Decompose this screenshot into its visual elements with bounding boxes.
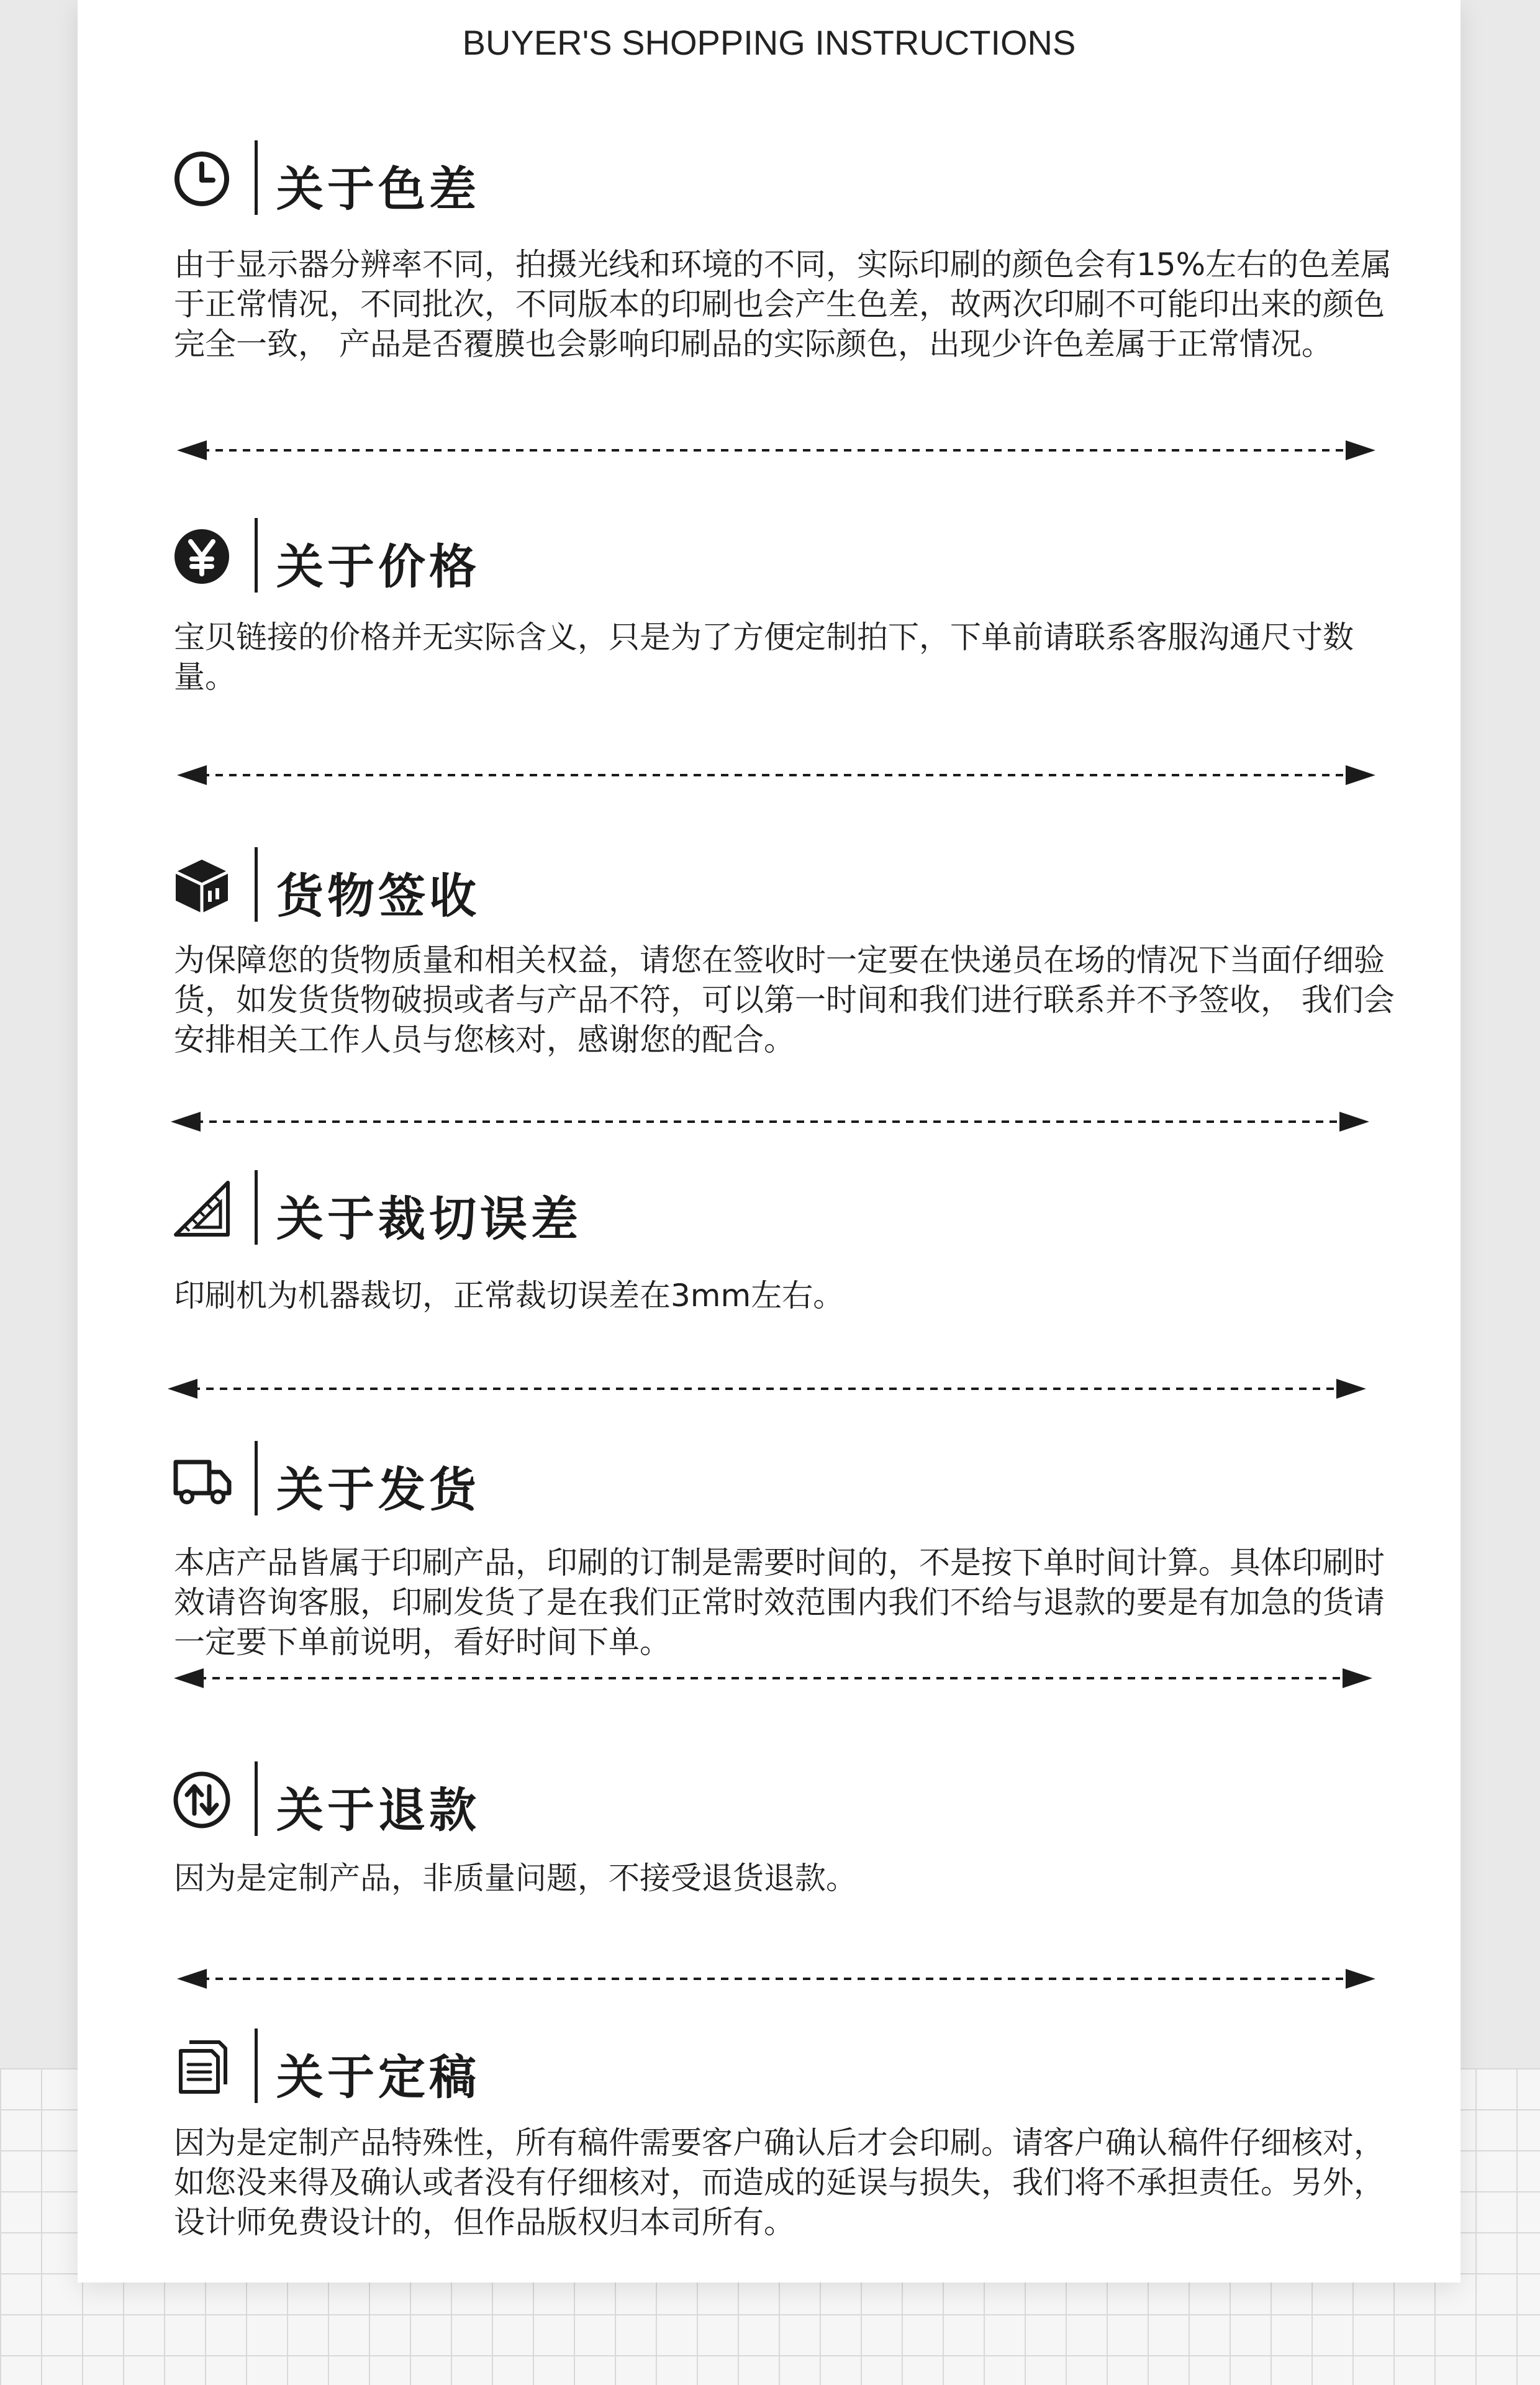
section-header [78,1441,1461,1515]
dashed-arrow-divider [177,763,1375,788]
package-icon [171,855,233,917]
section-header [78,2028,1461,2103]
section-body: 为保障您的货物质量和相关权益，请您在签收时一定要在快递员在场的情况下当面仔细验货，如发货货物破损或者与产品不符，可以第一时间和我们进行联系并不予签收， 我们会安排相关工作人员与您核对，感谢您的配合。 [174,942,1395,1058]
document-stack-icon [171,2036,233,2098]
ruler-triangle-icon [171,1178,233,1240]
section-body: 宝贝链接的价格并无实际含义，只是为了方便定制拍下，下单前请联系客服沟通尺寸数量。 [174,619,1354,695]
section-divider-bar [255,140,258,215]
section-body: 因为是定制产品特殊性，所有稿件需要客户确认后才会印刷。请客户确认稿件仔细核对，如您没来得及确认或者没有仔细核对，而造成的延误与损失，我们将不承担责任。另外，设计师免费设计的，但作品版权归本司所有。 [174,2125,1385,2240]
section-body: 本店产品皆属于印刷产品，印刷的订制是需要时间的，不是按下单时间计算。具体印刷时效请咨询客服，印刷发货了是在我们正常时效范围内我们不给与退款的要是有加急的货请一定要下单前说明，看好时间下单。 [174,1545,1385,1660]
section-divider-bar [255,1441,258,1515]
section-divider-bar [255,1761,258,1836]
background-right [1461,0,1540,2068]
section-title: 关于色差 [276,161,480,217]
clock-icon [171,148,233,210]
dashed-arrow-divider [171,1109,1369,1134]
section-header [78,847,1461,922]
section-refund [78,1761,1461,1923]
dashed-arrow-divider [177,1966,1375,1991]
section-divider-bar [255,2028,258,2103]
section-header [78,1170,1461,1245]
dashed-arrow-divider [168,1376,1366,1401]
instructions-card [78,0,1461,2283]
section-price [78,518,1461,704]
section-title: 关于裁切误差 [276,1191,582,1247]
section-cutting-error [78,1170,1461,1319]
background-left [0,0,78,2068]
section-header [78,1761,1461,1836]
section-body: 印刷机为机器裁切，正常裁切误差在3mm左右。 [174,1278,845,1314]
refund-arrows-icon [171,1769,233,1831]
section-delivery-receipt [78,847,1461,1071]
dashed-arrow-divider [177,438,1375,463]
section-body: 由于显示器分辨率不同，拍摄光线和环境的不同，实际印刷的颜色会有15%左右的色差属于正常情况，不同批次，不同版本的印刷也会产生色差，故两次印刷不可能印出来的颜色完全一致， 产品是否覆膜也会影响印刷品的实际颜色，出现少许色差属于正常情况。 [174,247,1392,362]
yen-icon [171,525,233,588]
section-body: 因为是定制产品，非质量问题，不接受退货退款。 [174,1860,857,1896]
truck-icon [171,1448,233,1510]
section-title: 关于退款 [276,1783,480,1838]
section-header [78,140,1461,215]
section-divider-bar [255,1170,258,1245]
section-divider-bar [255,847,258,922]
section-title: 货物签收 [276,868,480,924]
section-final-draft [78,2028,1461,2252]
section-divider-bar [255,518,258,593]
section-title: 关于价格 [276,539,480,594]
page-title: BUYER'S SHOPPING INSTRUCTIONS [462,23,1076,62]
dashed-arrow-divider [174,1666,1372,1691]
section-title: 关于发货 [276,1462,480,1517]
section-title: 关于定稿 [276,2050,480,2105]
section-shipping [78,1441,1461,1665]
section-color-difference [78,140,1461,389]
section-header [78,518,1461,593]
